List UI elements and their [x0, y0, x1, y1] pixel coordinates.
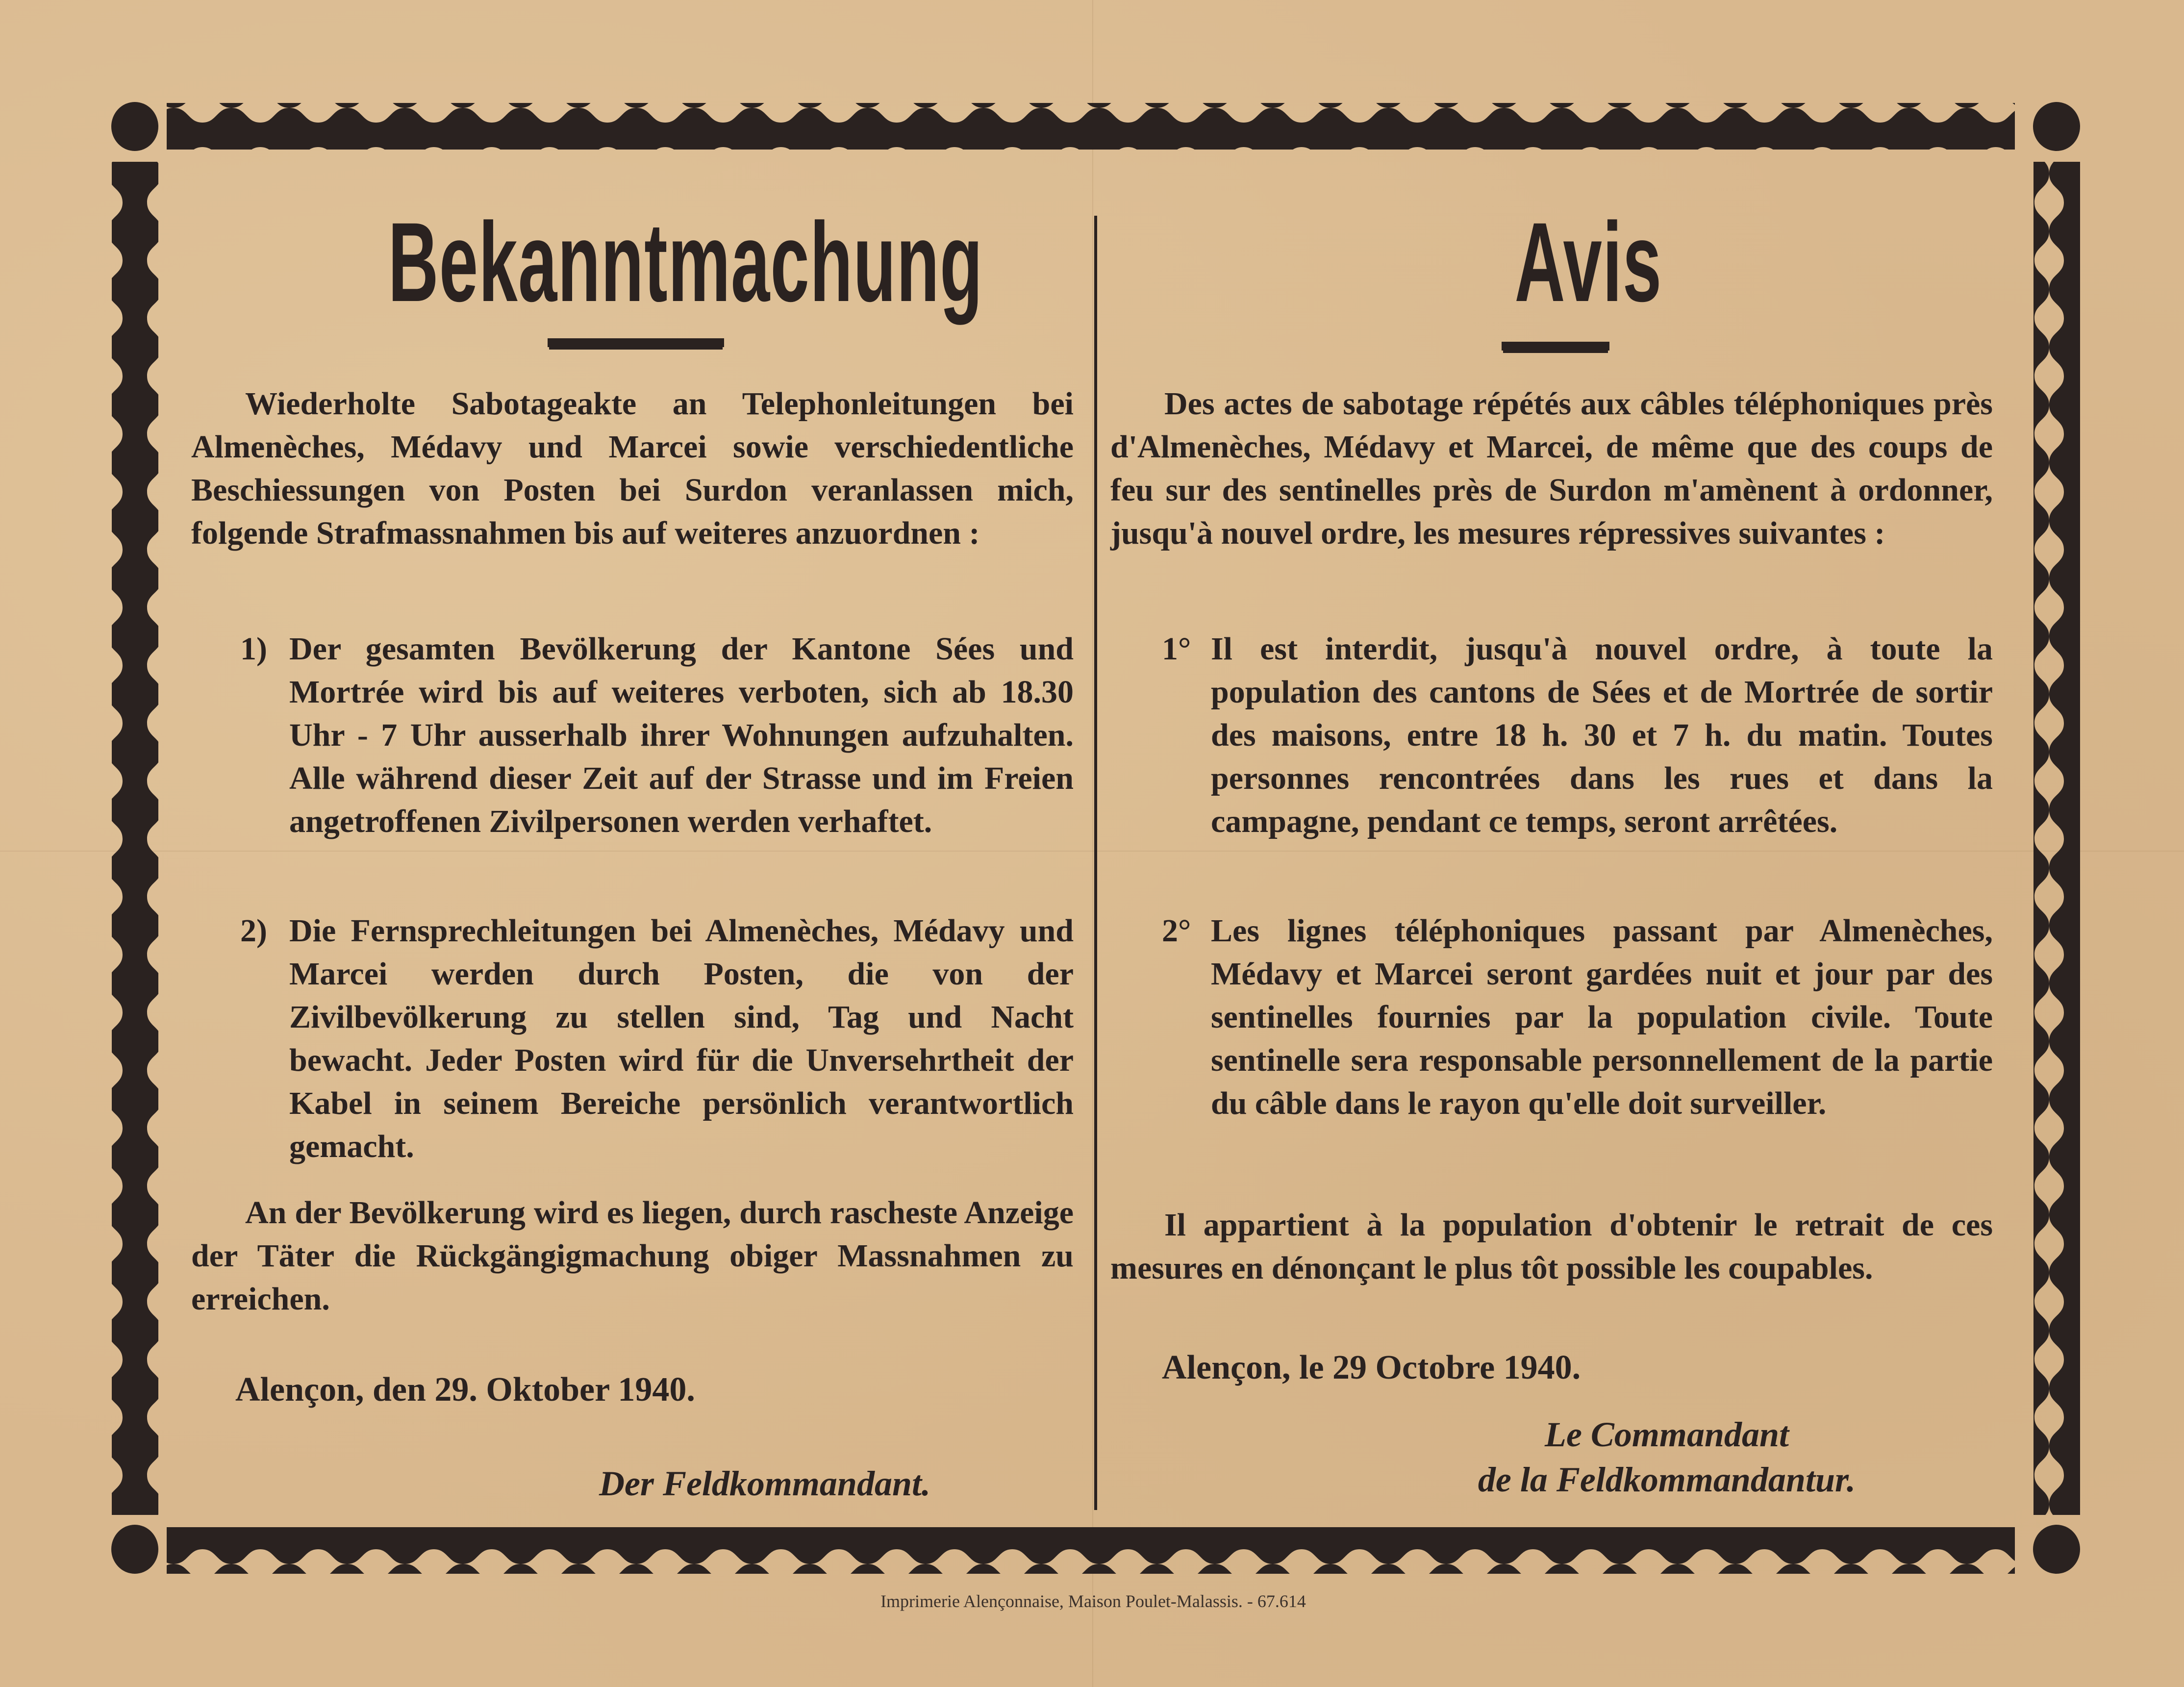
column-divider	[1094, 216, 1097, 1510]
border-top	[167, 103, 2015, 150]
german-intro-text: Wiederholte Sabotageakte an Telephonleitungen bei Almenèches, Médavy und Marcei sowie verschiedentliche Beschiessungen von Posten bei Surdon veranlassen mich, folgende Strafmassnahmen bis auf weiteres anzuordnen :	[191, 386, 1074, 551]
french-intro-text: Des actes de sabotage répétés aux câbles téléphoniques près d'Almenèches, Médavy et Marcei, de même que des coups de feu sur des sentinelles près de Surdon m'amènent à ordonner, jusqu'à nouvel ordre, les mesures répressives suivantes :	[1110, 386, 1993, 551]
printer-imprint: Imprimerie Alençonnaise, Maison Poulet-Malassis. - 67.614	[880, 1591, 1306, 1611]
french-date: Alençon, le 29 Octobre 1940.	[1162, 1349, 1581, 1386]
german-closing	[191, 1191, 1074, 1321]
border-bottom	[167, 1527, 2015, 1574]
french-item-1-text: Il est interdit, jusqu'à nouvel ordre, à toute la population des cantons de Sées et de Mortrée de sortir des maisons, entre 18 h. 30 et 7 h. du matin. Toutes personnes rencontrées dans les rues et dans la campagne, pendant ce temps, seront arrêtées.	[1211, 631, 1993, 839]
french-intro	[1110, 382, 1993, 555]
french-item-1	[1162, 628, 1993, 843]
french-signature	[1422, 1412, 1912, 1502]
german-closing-text: An der Bevölkerung wird es liegen, durch rascheste Anzeige der Täter die Rückgängigmachung obiger Massnahmen zu erreichen.	[191, 1195, 1074, 1317]
french-item-2	[1162, 909, 1993, 1125]
corner-knob-top-right	[2033, 102, 2080, 151]
french-item-1-number: 1°	[1162, 631, 1191, 667]
french-signature-line-1: Le Commandant	[1544, 1415, 1789, 1454]
german-item-2-text: Die Fernsprechleitungen bei Almenèches, Médavy und Marcei werden durch Posten, die von der Zivilbevölkerung zu stellen sind, Tag und Nacht bewacht. Jeder Posten wird für die Unversehrtheit der Kabel in seinem Bereiche persönlich verantwortlich gemacht.	[289, 913, 1074, 1164]
corner-knob-top-left	[111, 102, 158, 151]
border-right	[2033, 162, 2080, 1515]
german-item-2	[240, 909, 1074, 1168]
german-heading-rule	[548, 338, 724, 347]
french-item-2-text: Les lignes téléphoniques passant par Almenèches, Médavy et Marcei seront gardées nuit et jour par des sentinelles fournies par la population civile. Toute sentinelle sera responsable personnellement de la partie du câble dans le rayon qu'elle doit surveiller.	[1211, 913, 1993, 1121]
german-date: Alençon, den 29. Oktober 1940.	[235, 1371, 695, 1409]
german-heading: Bekanntmachung	[388, 199, 983, 325]
german-signature: Der Feldkommandant.	[599, 1464, 931, 1503]
french-item-2-number: 2°	[1162, 913, 1191, 949]
french-signature-line-2: de la Feldkommandantur.	[1478, 1460, 1856, 1499]
german-item-2-number: 2)	[240, 913, 267, 949]
german-item-1-number: 1)	[240, 631, 267, 667]
french-heading-rule	[1502, 342, 1609, 351]
german-item-1	[240, 628, 1074, 843]
border-left	[112, 162, 158, 1515]
corner-knob-bottom-right	[2033, 1525, 2080, 1574]
french-closing-text: Il appartient à la population d'obtenir le retrait de ces mesures en dénonçant le plus tôt possible les coupables.	[1110, 1207, 1993, 1286]
german-item-1-text: Der gesamten Bevölkerung der Kantone Sées und Mortrée wird bis auf weiteres verboten, sich ab 18.30 Uhr - 7 Uhr ausserhalb ihrer Wohnungen aufzuhalten. Alle während dieser Zeit auf der Strasse und im Freien angetroffenen Zivilpersonen werden verhaftet.	[289, 631, 1074, 839]
french-closing	[1110, 1204, 1993, 1290]
german-intro	[191, 382, 1074, 555]
french-heading: Avis	[1514, 199, 1662, 325]
corner-knob-bottom-left	[111, 1525, 158, 1574]
